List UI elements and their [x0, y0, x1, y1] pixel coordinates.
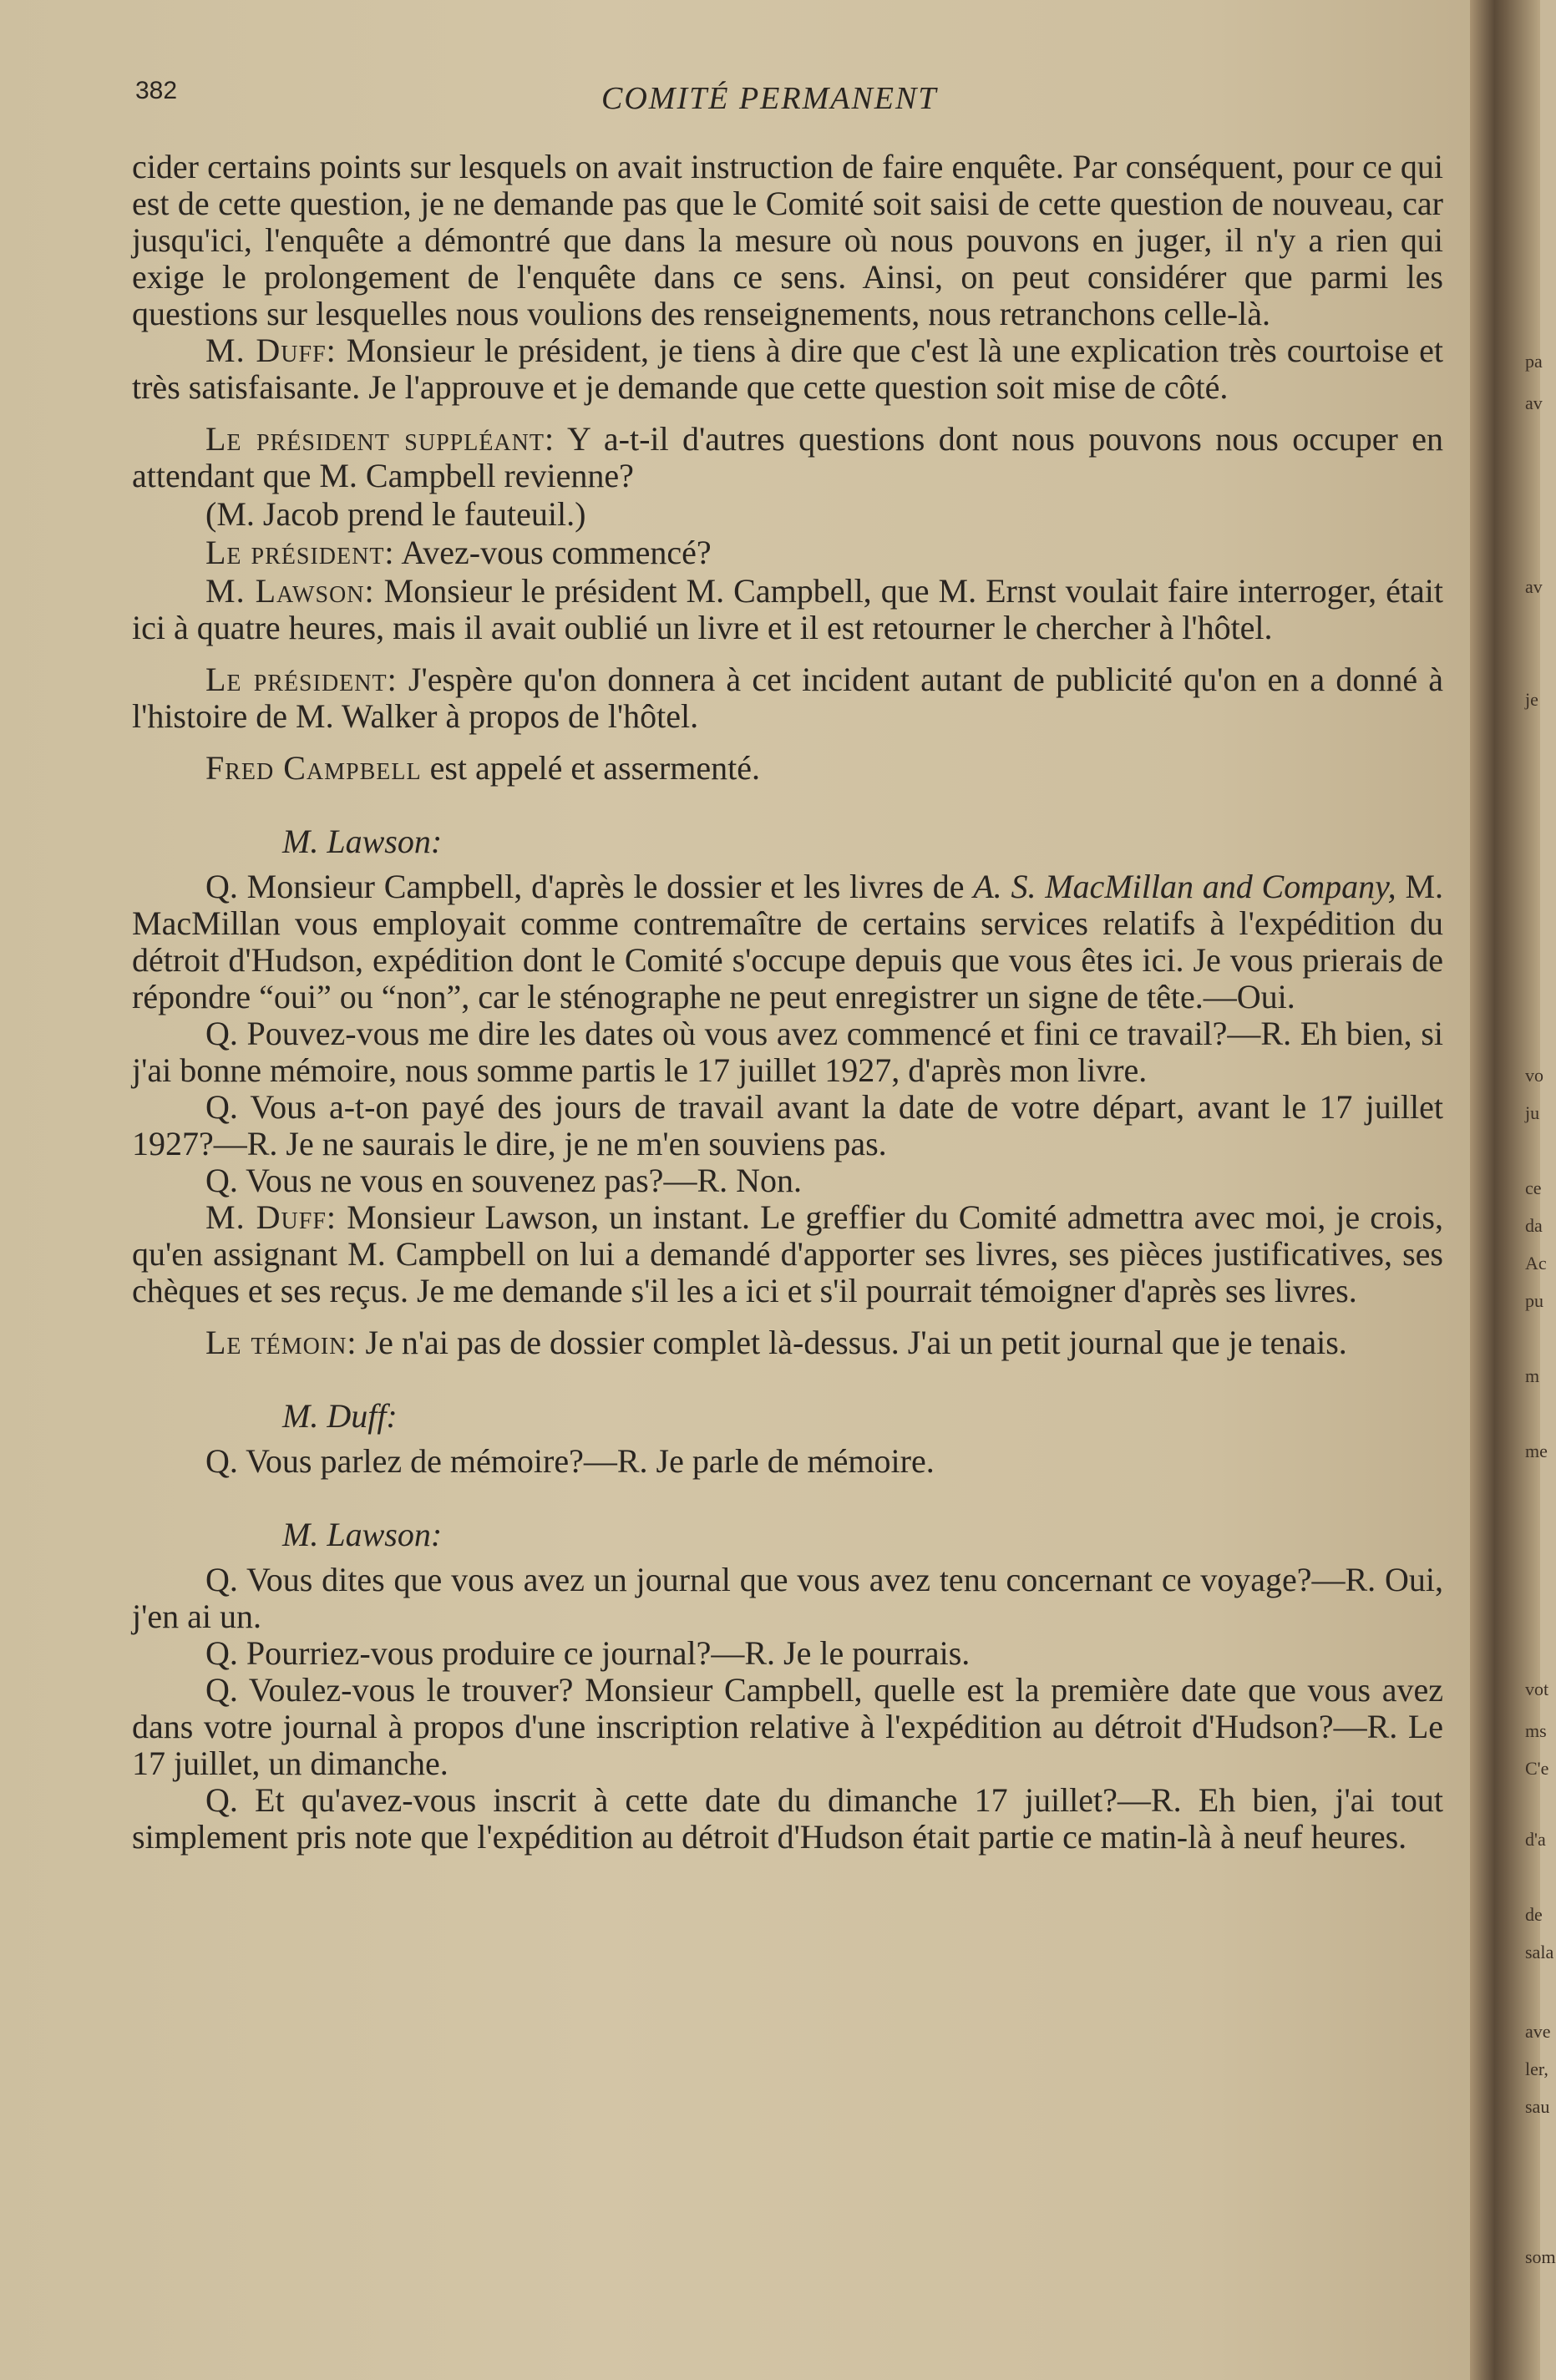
- bleed-through-text: vo: [1525, 1065, 1543, 1086]
- speech-text: Avez-vous commencé?: [401, 534, 712, 571]
- question: Q. Pouvez-vous me dire les dates où vous avez commencé et fini ce travail?—R. Eh bien, si j'ai bonne mémoire, nous somme partis le 17 juillet 1927, d'après mon livre.: [132, 1015, 1443, 1089]
- question-text: Q. Monsieur Campbell, d'après le dossier et les livres de: [205, 868, 965, 905]
- question: Q. Vous ne vous en souvenez pas?—R. Non.: [205, 1162, 803, 1199]
- bleed-through-text: av: [1525, 392, 1543, 413]
- speaker-label: Le président:: [205, 661, 398, 698]
- paragraph: [132, 421, 1443, 494]
- bleed-through-text: sala: [1525, 1942, 1554, 1962]
- bleed-through-text: me: [1525, 1441, 1548, 1461]
- running-title: COMITÉ PERMANENT: [601, 81, 938, 116]
- page-number: 382: [135, 77, 178, 104]
- bleed-through-text: ler,: [1525, 2058, 1548, 2079]
- question: Q. Pourriez-vous produire ce journal?—R. Je le pourrais.: [205, 1634, 971, 1672]
- paragraph: [132, 1199, 1443, 1309]
- bleed-through-text: sau: [1525, 2096, 1550, 2117]
- paragraph: [132, 534, 1443, 571]
- bleed-through-text: ave: [1525, 2021, 1551, 2042]
- speech-text: Monsieur le président, je tiens à dire que c'est là une explication très courtoise et très satisfaisante. Je l'approuve et je demande que cette question soit mise de côté.: [132, 332, 1444, 406]
- question: Q. Vous a-t-on payé des jours de travail avant la date de votre départ, avant le 17 juillet 1927?—R. Je ne saurais le dire, je ne m'en souviens pas.: [132, 1088, 1443, 1162]
- examiner-heading: M. Duff:: [282, 1397, 398, 1435]
- speaker-label: Le témoin:: [205, 1324, 357, 1361]
- question: Q. Vous parlez de mémoire?—R. Je parle de mémoire.: [205, 1442, 935, 1480]
- paragraph: [132, 661, 1443, 735]
- paragraph: cider certains points sur lesquels on avait instruction de faire enquête. Par conséquent, pour ce qui est de cette question, je ne demande pas que le Comité soit saisi de cette question de nouveau, car jusqu'ici, l'enquête a démontré que dans la mesure où nous pouvons en juger, il n'y a rien qui exige le prolongement de l'enquête dans ce sens. Ainsi, on peut considérer que parmi les questions sur lesquelles nous voulions des renseignements, nous retranchons celle-là.: [132, 148, 1443, 332]
- bleed-through-text: som: [1525, 2246, 1556, 2267]
- question: Q. Vous dites que vous avez un journal que vous avez tenu concernant ce voyage?—R. Oui, j'en ai un.: [132, 1561, 1443, 1635]
- bleed-through-text: m: [1525, 1365, 1540, 1386]
- paragraph: [132, 573, 1443, 646]
- bleed-through-text: ce: [1525, 1177, 1542, 1198]
- speech-text: Monsieur le président M. Campbell, que M. Ernst voulait faire interroger, était ici à quatre heures, mais il avait oublié un livre et il est retourner le chercher à l'hôtel.: [132, 572, 1444, 646]
- speech-text: Je n'ai pas de dossier complet là-dessus. J'ai un petit journal que je tenais.: [365, 1324, 1347, 1361]
- question: Q. Et qu'avez-vous inscrit à cette date du dimanche 17 juillet?—R. Eh bien, j'ai tout simplement pris note que l'expédition au détroit d'Hudson était partie ce matin-là à neuf heures.: [132, 1781, 1443, 1856]
- speaker-label: M. Duff:: [205, 332, 337, 369]
- bleed-through-text: C'e: [1525, 1758, 1549, 1779]
- speech-text: Y a-t-il d'autres questions dont nous pouvons nous occuper en attendant que M. Campbell revienne?: [132, 420, 1443, 494]
- bleed-through-text: ju: [1525, 1102, 1540, 1123]
- speaker-label: Le président:: [205, 534, 395, 571]
- speaker-label: M. Duff:: [205, 1198, 337, 1236]
- question: Q. Voulez-vous le trouver? Monsieur Campbell, quelle est la première date que vous avez dans votre journal à propos d'une inscription relative à l'expédition au détroit d'Hudson?—R. Le 17 juillet, un dimanche.: [132, 1671, 1443, 1782]
- page-body: [132, 149, 1443, 1856]
- speech-text: est appelé et assermenté.: [429, 749, 760, 787]
- bleed-through-text: je: [1525, 689, 1538, 710]
- bleed-through-text: pa: [1525, 351, 1543, 372]
- speech-text: J'espère qu'on donnera à cet incident autant de publicité qu'on en a donné à l'histoire de M. Walker à propos de l'hôtel.: [132, 661, 1444, 735]
- bleed-through-text: pu: [1525, 1290, 1543, 1311]
- speech-text: Monsieur Lawson, un instant. Le greffier du Comité admettra avec moi, je crois, qu'en assignant M. Campbell on lui a demandé d'apporter ses livres, ses pièces justificatives, ses chèques et ses reçus. Je me demande s'il les a ici et s'il pourrait témoigner d'après ses livres.: [132, 1198, 1444, 1309]
- examiner-heading: M. Lawson:: [282, 823, 443, 860]
- stage-direction: (M. Jacob prend le fauteuil.): [205, 495, 586, 533]
- bleed-through-text: da: [1525, 1215, 1543, 1236]
- bleed-through-text: av: [1525, 576, 1543, 597]
- bleed-through-text: ms: [1525, 1720, 1547, 1741]
- bleed-through-text: de: [1525, 1904, 1543, 1925]
- paragraph: [132, 750, 1443, 787]
- bleed-through-text: vot: [1525, 1679, 1549, 1699]
- speaker-label: M. Lawson:: [205, 572, 375, 610]
- bleed-through-text: d'a: [1525, 1829, 1546, 1850]
- paragraph: [132, 332, 1443, 406]
- bleed-through-text: Ac: [1525, 1253, 1547, 1274]
- speaker-label: Le président suppléant:: [205, 420, 555, 458]
- examiner-heading: M. Lawson:: [282, 1516, 443, 1553]
- question-text: M. MacMillan vous employait comme contremaître de certains services relatifs à l'expédition du détroit d'Hudson, expédition dont le Comité s'occupe depuis que vous êtes ici. Je vous prierais de répondre “oui” ou “non”, car le sténographe ne peut enregistrer un signe de tête.—Oui.: [132, 868, 1444, 1015]
- question: [132, 868, 1443, 1015]
- paragraph: [132, 1324, 1443, 1361]
- company-name: A. S. MacMillan and Company,: [973, 868, 1396, 905]
- witness-name: Fred Campbell: [205, 749, 422, 787]
